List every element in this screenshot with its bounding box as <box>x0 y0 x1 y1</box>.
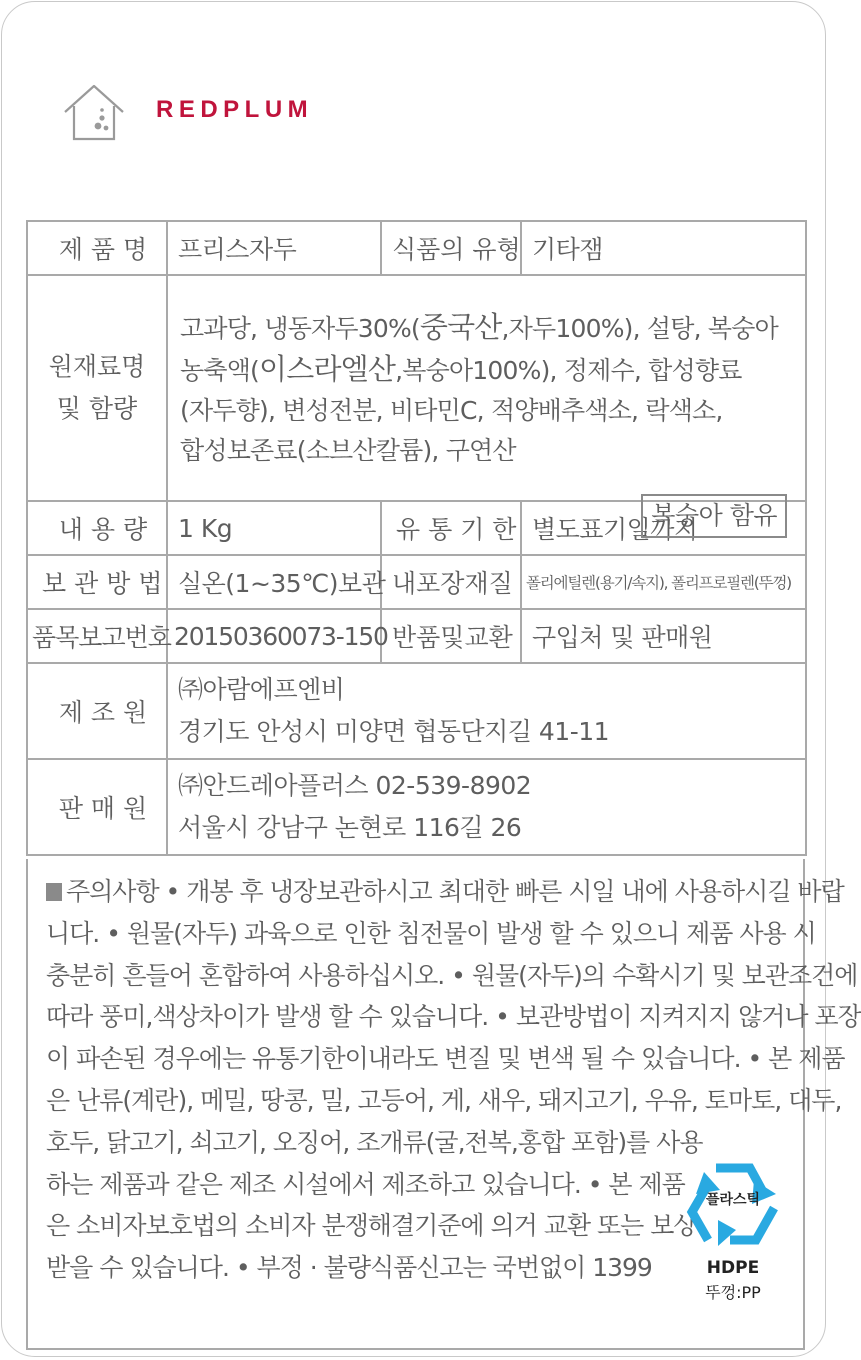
row-manufacturer <box>27 663 806 759</box>
volume: 1 Kg <box>167 501 381 555</box>
ingredients-line: 농축액(이스라엘산,복숭아100%), 정제수, 합성향료 <box>180 352 742 386</box>
caution-line: 니다. • 원물(자두) 과육으로 인한 침전물이 발생 할 수 있으니 제품 사용 시 <box>46 918 816 948</box>
report-no: 20150360073-150 <box>167 609 381 663</box>
manufacturer-label: 제 조 원 <box>27 663 167 759</box>
allergen-contains-badge: 복숭아 함유 <box>641 494 787 538</box>
volume-label: 내 용 량 <box>27 501 167 555</box>
ingredients-line: 합성보존료(소브산칼륨), 구연산 <box>180 436 516 465</box>
seller-info <box>167 759 806 855</box>
caution-line: 하는 제품과 같은 제조 시설에서 제조하고 있습니다. • 본 제품 <box>46 1169 685 1199</box>
recycle-cap-material: 뚜껑:PP <box>705 1283 761 1302</box>
square-bullet-icon <box>46 883 62 901</box>
recycle-material: HDPE <box>706 1258 760 1278</box>
food-type: 기타잼 <box>521 221 806 275</box>
caution-line: 따라 풍미,색상차이가 발생 할 수 있습니다. • 보관방법이 지켜지지 않거나 포장 <box>46 1002 861 1032</box>
caution-line: 주의사항 • 개봉 후 냉장보관하시고 최대한 빠른 시일 내에 사용하시길 바랍 <box>46 871 806 913</box>
ingredients-label-line-2: 및 함량 <box>56 394 138 423</box>
row-storage <box>27 555 806 609</box>
caution-line: 충분히 흔들어 혼합하여 사용하십시오. • 원물(자두)의 수확시기 및 보관조건에 <box>46 960 858 990</box>
row-product-name <box>27 221 806 275</box>
seller-address: 서울시 강남구 논현로 116길 26 <box>178 813 522 842</box>
ingredients-label-line-1: 원재료명 <box>48 352 146 381</box>
seller-label: 판 매 원 <box>27 759 167 855</box>
row-report <box>27 609 806 663</box>
brand-name: REDPLUM <box>156 96 314 123</box>
row-ingredients <box>27 275 806 501</box>
report-no-label: 품목보고번호 <box>27 609 167 663</box>
manufacturer-address: 경기도 안성시 미양면 협동단지길 41-11 <box>178 717 610 746</box>
storage: 실온(1~35℃)보관 <box>167 555 381 609</box>
recycle-label: 플라스틱 <box>705 1192 761 1208</box>
caution-line: 은 소비자보호법의 소비자 분쟁해결기준에 의거 교환 또는 보상 <box>46 1211 697 1241</box>
expiry-label: 유 통 기 한 <box>381 501 521 555</box>
caution-line: 받을 수 있습니다. • 부정 · 불량식품신고는 국번없이 1399 <box>46 1253 652 1283</box>
packaging-label: 내포장재질 <box>381 555 521 609</box>
seller-name: ㈜안드레아플러스 02-539-8902 <box>178 771 532 800</box>
product-name: 프리스자두 <box>167 221 381 275</box>
caution-line: 은 난류(계란), 메밀, 땅콩, 밀, 고등어, 게, 새우, 돼지고기, 우유, 토마토, 대두, <box>46 1085 842 1115</box>
manufacturer-name: ㈜아람에프엔비 <box>178 675 345 704</box>
exchange-label: 반품및교환 <box>381 609 521 663</box>
product-name-label: 제 품 명 <box>27 221 167 275</box>
house-icon <box>62 82 126 142</box>
storage-label: 보 관 방 법 <box>27 555 167 609</box>
row-seller <box>27 759 806 855</box>
food-type-label: 식품의 유형 <box>381 221 521 275</box>
caution-line: 이 파손된 경우에는 유통기한이내라도 변질 및 변색 될 수 있습니다. • 본 제품 <box>46 1044 845 1074</box>
ingredients-label <box>27 275 167 501</box>
product-info-table <box>26 220 807 856</box>
packaging: 폴리에틸렌(용기/속지), 폴리프로필렌(뚜껑) <box>521 555 806 609</box>
expiry: 별도표기일까지 <box>521 501 806 555</box>
manufacturer-info <box>167 663 806 759</box>
exchange: 구입처 및 판매원 <box>521 609 806 663</box>
ingredients-line: 고과당, 냉동자두30%(중국산,자두100%), 설탕, 복숭아 <box>180 310 778 344</box>
caution-line: 호두, 닭고기, 쇠고기, 오징어, 조개류(굴,전복,홍합 포함)를 사용 <box>46 1127 703 1157</box>
ingredients-line: (자두향), 변성전분, 비타민C, 적양배추색소, 락색소, <box>180 396 723 425</box>
